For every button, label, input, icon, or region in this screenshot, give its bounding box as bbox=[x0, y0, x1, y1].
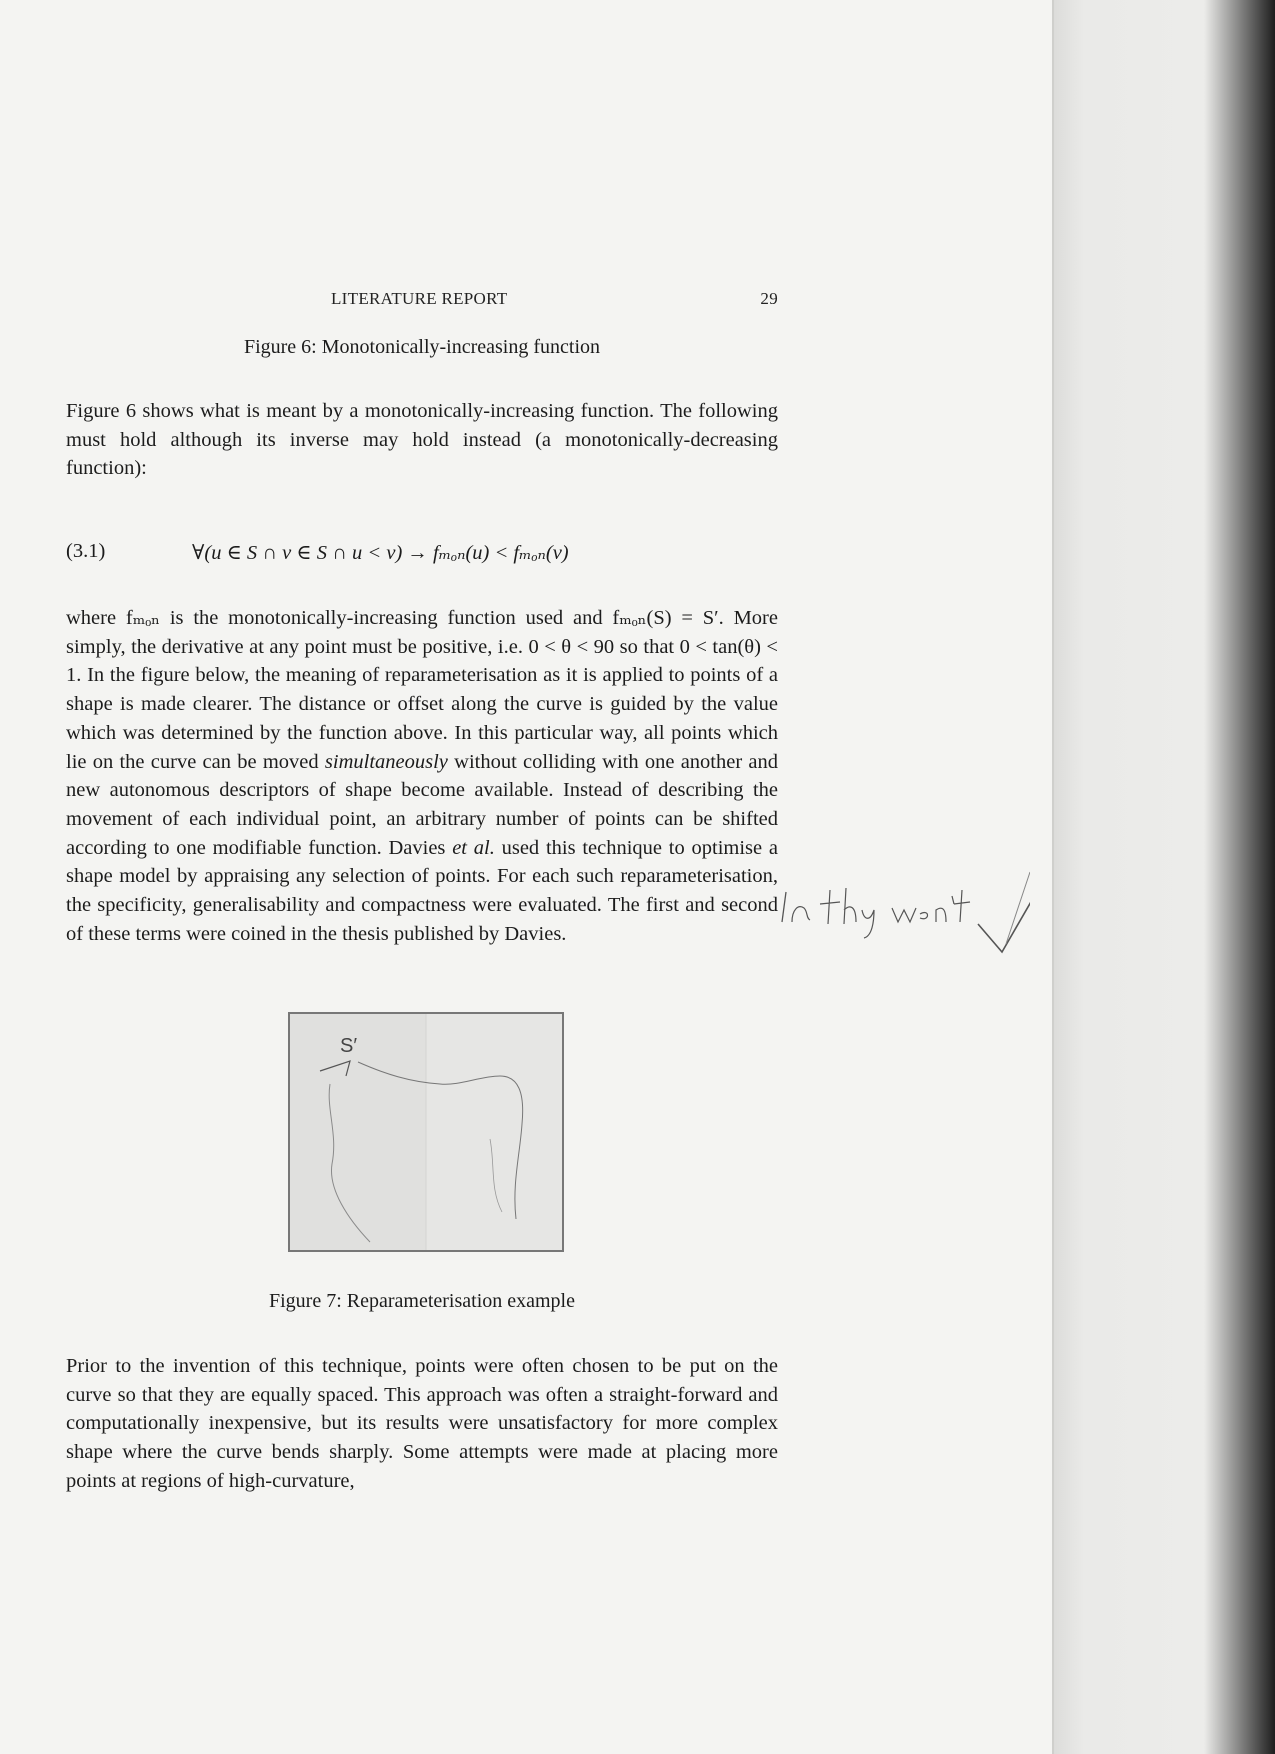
figure-7-caption: Figure 7: Reparameterisation example bbox=[268, 1290, 575, 1312]
page-number: 29 bbox=[760, 289, 778, 308]
paragraph-1: Figure 6 shows what is meant by a monotonically-increasing function. The following must hold although its inverse may hold instead (a monotonically-decreasing function): bbox=[66, 400, 778, 480]
paragraph-2-text-c: used this technique to optimise a shape model by appraising any selection of points. For each such reparameterisation, the specificity, generalisability and compactness were evaluated. The first and second of these terms were coined in the thesis published by Davies. bbox=[66, 836, 779, 945]
paragraph-3: Prior to the invention of this technique, points were often chosen to be put on the curve so that they are equally spaced. This approach was often a straight-forward and computationally inexpensive, but its results were unsatisfactory for more complex shape where the curve bends sharply. Some attempts were made at placing more points at regions of high-curvature, bbox=[66, 1355, 778, 1492]
handwritten-note-ink bbox=[780, 860, 1030, 970]
figure-7-label: S′ bbox=[340, 1035, 358, 1057]
paragraph-2 bbox=[66, 604, 778, 948]
equation-3-1 bbox=[66, 540, 778, 570]
running-header bbox=[66, 289, 778, 311]
running-header-title: LITERATURE REPORT bbox=[331, 289, 508, 308]
handwritten-annotation bbox=[780, 860, 1030, 970]
scan-edge bbox=[1054, 0, 1275, 1754]
figure-7-image bbox=[288, 1012, 564, 1252]
handwritten-note-text: no they weren't bbox=[780, 964, 787, 965]
paragraph-2-text-a: where fₘₒₙ is the monotonically-increasing function used and fₘₒₙ(S) = S′. More simply, the derivative at any point must be positive, i.e. 0 < θ < 90 so that 0 < tan(θ) < 1. In the figure below, the meaning of reparameterisation as it is applied to points of a shape is made clearer. The distance or offset along the curve is guided by the value which was determined by the function above. In this particular way, all points which lie on the curve can be moved bbox=[66, 607, 778, 773]
paragraph-2-emphasis: simultaneously bbox=[324, 750, 448, 773]
equation-body: ∀(u ∈ S ∩ v ∈ S ∩ u < v) → fₘₒₙ(u) < fₘₒₙ(v) bbox=[192, 542, 569, 564]
paragraph-2-etal: et al. bbox=[452, 836, 495, 859]
equation-number: (3.1) bbox=[66, 540, 106, 562]
figure-6-caption: Figure 6: Monotonically-increasing function bbox=[243, 336, 601, 358]
reparameterisation-sketch bbox=[290, 1014, 562, 1250]
paragraph-2-text-b: without colliding with one another and new autonomous descriptors of shape become available. Instead of describing the movement of each individual point, an arbitrary number of points can be shifted according to one modifiable function. Davies bbox=[66, 750, 779, 859]
